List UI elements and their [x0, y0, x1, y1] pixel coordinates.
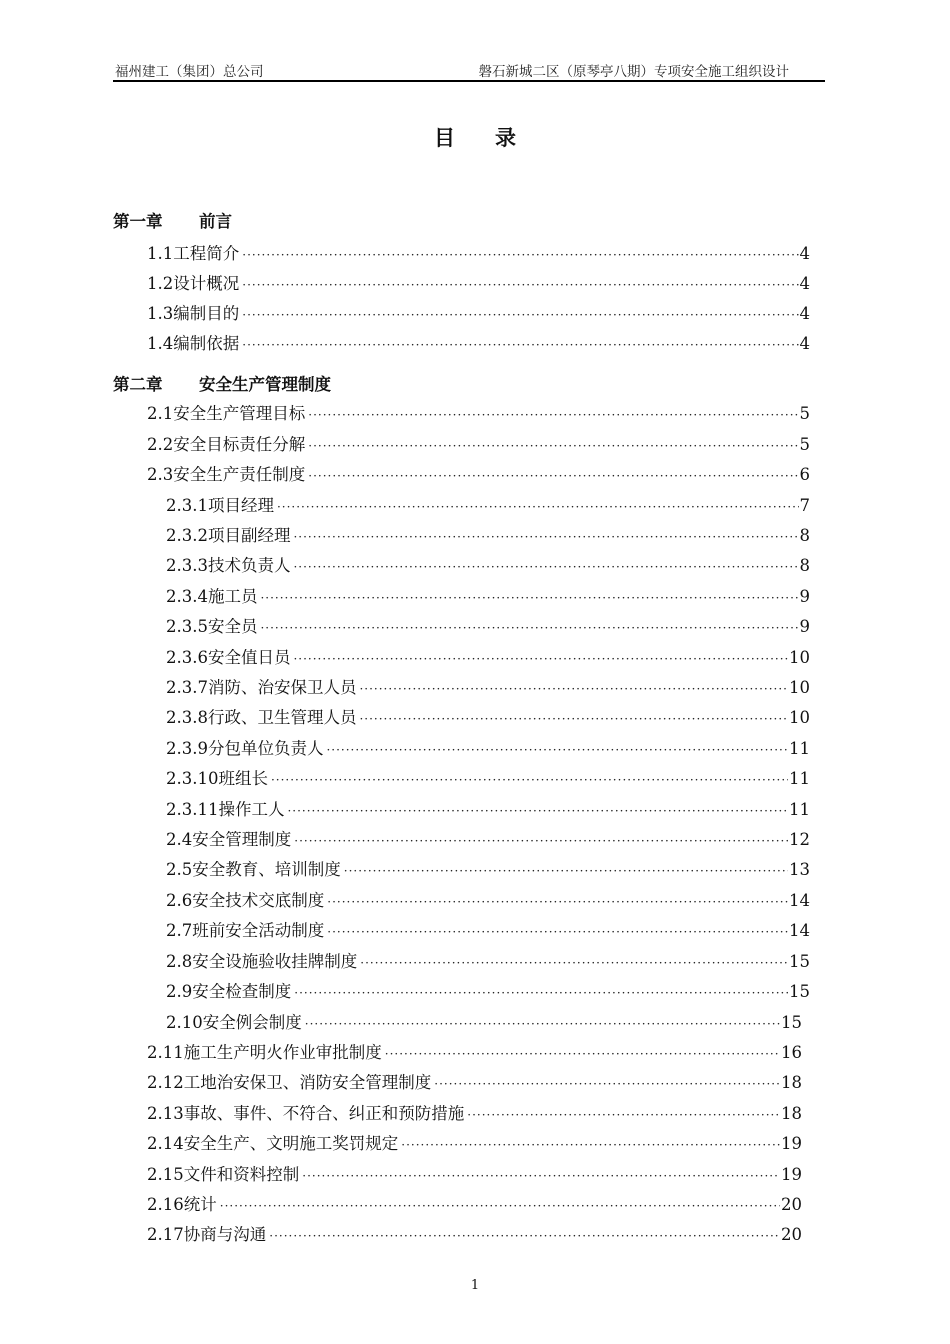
toc-entry-label: 2.12工地治安保卫、消防安全管理制度: [147, 1073, 432, 1092]
toc-entry[interactable]: [147, 300, 810, 324]
toc-entry-page: 14: [789, 891, 810, 910]
header-document-title: 磐石新城二区（原琴亭八期）专项安全施工组织设计: [478, 64, 789, 80]
toc-entry[interactable]: [147, 1221, 802, 1245]
dot-leader: [287, 804, 788, 818]
toc-entry-label: 2.14安全生产、文明施工奖罚规定: [147, 1134, 399, 1153]
toc-entry-label: 2.13事故、事件、不符合、纠正和预防措施: [147, 1104, 465, 1123]
toc-entry-page: 14: [789, 921, 810, 940]
toc-entry-page: 10: [789, 678, 810, 697]
dot-leader: [308, 469, 798, 483]
toc-entry-label: 2.3.4施工员: [166, 587, 258, 606]
dot-leader: [277, 500, 799, 514]
toc-entry-label: 1.1工程简介: [147, 244, 240, 263]
toc-entry-page: 6: [799, 465, 810, 484]
toc-entry-label: 2.16统计: [147, 1195, 217, 1214]
dot-leader: [242, 338, 798, 352]
dot-leader: [294, 834, 788, 848]
dot-leader: [260, 621, 798, 635]
dot-leader: [327, 895, 788, 909]
toc-entry-page: 7: [799, 496, 810, 515]
toc-entry-page: 15: [789, 982, 810, 1001]
toc-entry-page: 12: [789, 830, 810, 849]
toc-entry[interactable]: [166, 826, 810, 850]
toc-entry-page: 4: [799, 304, 810, 323]
toc-entry-label: 2.15文件和资料控制: [147, 1165, 300, 1184]
chapter-title: 前言: [199, 212, 232, 231]
toc-entry[interactable]: [166, 674, 810, 698]
dot-leader: [359, 712, 788, 726]
dot-leader: [242, 308, 798, 322]
toc-entry[interactable]: [147, 461, 810, 485]
toc-entry-label: 2.3.10班组长: [166, 769, 268, 788]
toc-entry[interactable]: [166, 583, 810, 607]
toc-entry-page: 13: [789, 860, 810, 879]
dot-leader: [359, 682, 788, 696]
chapter-heading: [113, 371, 331, 395]
toc-entry[interactable]: [166, 735, 810, 759]
toc-entry[interactable]: [147, 1069, 802, 1093]
toc-entry-label: 1.2设计概况: [147, 274, 240, 293]
toc-entry-page: 5: [799, 404, 810, 423]
dot-leader: [327, 925, 788, 939]
toc-entry-page: 9: [799, 587, 810, 606]
toc-entry-page: 4: [799, 334, 810, 353]
toc-entry-label: 2.3.1项目经理: [166, 496, 274, 515]
toc-entry-page: 9: [799, 617, 810, 636]
toc-entry-page: 11: [789, 769, 810, 788]
toc-entry-label: 2.1安全生产管理目标: [147, 404, 306, 423]
toc-entry[interactable]: [147, 1039, 802, 1063]
toc-entry-page: 8: [799, 526, 810, 545]
toc-entry-label: 2.8安全设施验收挂牌制度: [166, 952, 358, 971]
dot-leader: [434, 1077, 780, 1091]
toc-entry[interactable]: [147, 1130, 802, 1154]
toc-entry[interactable]: [166, 978, 810, 1002]
toc-entry-page: 15: [789, 952, 810, 971]
toc-entry-page: 4: [799, 244, 810, 263]
toc-entry-label: 1.3编制目的: [147, 304, 240, 323]
toc-title: 目录: [434, 125, 556, 150]
toc-entry-label: 2.2安全目标责任分解: [147, 435, 306, 454]
toc-entry-label: 2.9安全检查制度: [166, 982, 292, 1001]
dot-leader: [385, 1047, 780, 1061]
dot-leader: [344, 864, 788, 878]
toc-entry[interactable]: [166, 948, 810, 972]
toc-entry[interactable]: [147, 240, 810, 264]
toc-entry-label: 2.7班前安全活动制度: [166, 921, 325, 940]
dot-leader: [242, 248, 798, 262]
toc-entry-label: 2.3安全生产责任制度: [147, 465, 306, 484]
toc-entry[interactable]: [147, 1100, 802, 1124]
toc-entry-label: 2.3.8行政、卫生管理人员: [166, 708, 357, 727]
dot-leader: [293, 652, 788, 666]
toc-entry-page: 8: [799, 556, 810, 575]
toc-entry-page: 10: [789, 648, 810, 667]
toc-entry[interactable]: [147, 1191, 802, 1215]
dot-leader: [294, 986, 788, 1000]
chapter-heading: [113, 208, 232, 232]
running-header: [113, 58, 825, 82]
toc-entry-page: 20: [781, 1195, 802, 1214]
chapter-title: 安全生产管理制度: [199, 375, 331, 394]
dot-leader: [360, 956, 788, 970]
toc-entry[interactable]: [166, 522, 810, 546]
toc-entry-label: 2.6安全技术交底制度: [166, 891, 325, 910]
dot-leader: [401, 1138, 780, 1152]
toc-entry-page: 10: [789, 708, 810, 727]
toc-entry-page: 19: [781, 1165, 802, 1184]
dot-leader: [271, 773, 788, 787]
toc-entry[interactable]: [147, 431, 810, 455]
toc-entry-label: 2.3.11操作工人: [166, 800, 285, 819]
toc-entry-page: 18: [781, 1073, 802, 1092]
toc-entry[interactable]: [147, 1161, 802, 1185]
dot-leader: [302, 1169, 780, 1183]
header-company: 福州建工（集团）总公司: [115, 64, 264, 80]
dot-leader: [308, 408, 798, 422]
toc-entry-label: 2.3.5安全员: [166, 617, 258, 636]
toc-entry-page: 16: [781, 1043, 802, 1062]
toc-entry-label: 2.3.9分包单位负责人: [166, 739, 324, 758]
toc-entry-label: 2.11施工生产明火作业审批制度: [147, 1043, 382, 1062]
dot-leader: [242, 278, 798, 292]
toc-entry[interactable]: [166, 796, 810, 820]
toc-entry[interactable]: [166, 1009, 802, 1033]
dot-leader: [293, 530, 798, 544]
toc-entry[interactable]: [166, 613, 810, 637]
chapter-number: 第一章: [113, 212, 163, 231]
toc-entry-label: 2.3.6安全值日员: [166, 648, 291, 667]
toc-entry-label: 2.3.2项目副经理: [166, 526, 291, 545]
toc-entry[interactable]: [147, 270, 810, 294]
dot-leader: [326, 743, 788, 757]
dot-leader: [269, 1229, 780, 1243]
toc-entry-label: 2.10安全例会制度: [166, 1013, 302, 1032]
toc-entry[interactable]: [166, 552, 810, 576]
toc-entry-label: 1.4编制依据: [147, 334, 240, 353]
toc-entry-page: 20: [781, 1225, 802, 1244]
toc-entry[interactable]: [147, 330, 810, 354]
toc-entry-label: 2.3.3技术负责人: [166, 556, 291, 575]
toc-entry-page: 4: [799, 274, 810, 293]
toc-entry-label: 2.4安全管理制度: [166, 830, 292, 849]
chapter-number: 第二章: [113, 375, 163, 394]
page-number: 1: [470, 1278, 480, 1293]
toc-entry[interactable]: [147, 400, 810, 424]
toc-entry-page: 18: [781, 1104, 802, 1123]
toc-entry-page: 19: [781, 1134, 802, 1153]
toc-entry-label: 2.5安全教育、培训制度: [166, 860, 341, 879]
toc-entry-page: 5: [799, 435, 810, 454]
dot-leader: [260, 591, 798, 605]
toc-entry-page: 15: [781, 1013, 802, 1032]
dot-leader: [220, 1199, 780, 1213]
toc-entry[interactable]: [166, 704, 810, 728]
dot-leader: [293, 560, 798, 574]
dot-leader: [305, 1017, 780, 1031]
toc-entry[interactable]: [166, 765, 810, 789]
toc-entry-label: 2.17协商与沟通: [147, 1225, 267, 1244]
toc-entry[interactable]: [166, 917, 810, 941]
toc-entry-label: 2.3.7消防、治安保卫人员: [166, 678, 357, 697]
toc-entry[interactable]: [166, 492, 810, 516]
dot-leader: [308, 439, 798, 453]
toc-entry[interactable]: [166, 887, 810, 911]
toc-entry-page: 11: [789, 739, 810, 758]
toc-entry[interactable]: [166, 856, 810, 880]
toc-entry[interactable]: [166, 644, 810, 668]
toc-entry-page: 11: [789, 800, 810, 819]
dot-leader: [467, 1108, 780, 1122]
